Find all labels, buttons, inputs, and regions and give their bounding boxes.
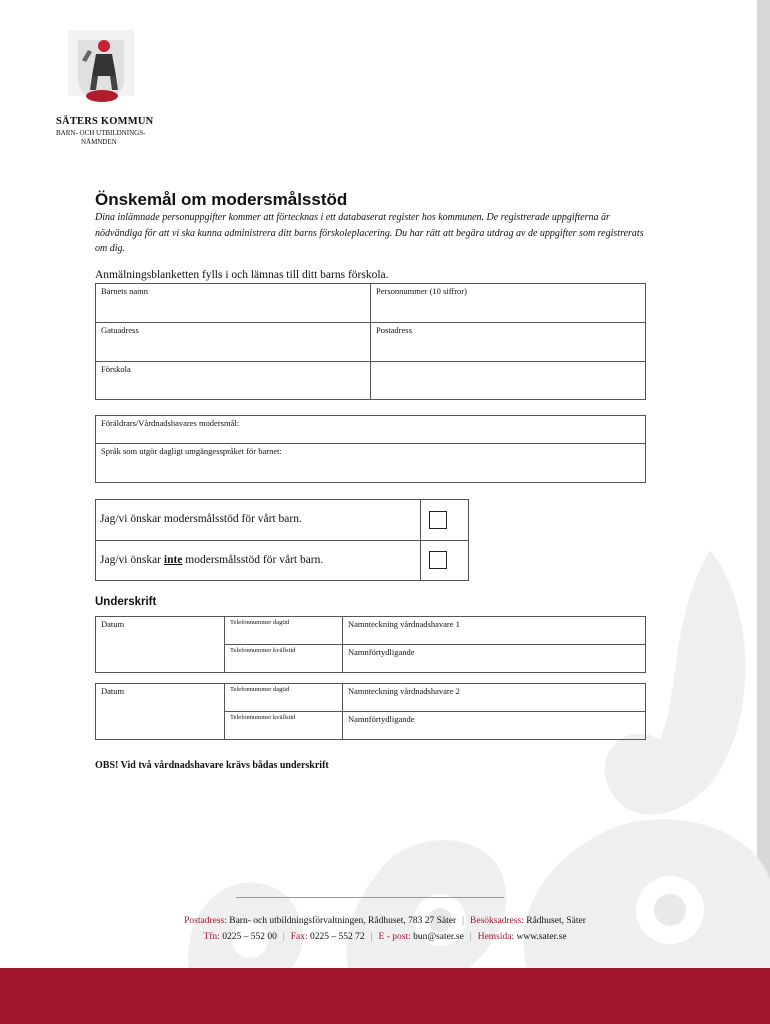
visit-address-value: Rådhuset, Säter [523, 916, 586, 926]
phone-evening-field-1[interactable] [225, 645, 342, 672]
parent-language-label: Föräldrars/Vårdnadshavares modersmål: [101, 418, 240, 428]
phone-value: 0225 – 552 00 [219, 932, 277, 942]
signature-label-1: Namnteckning vårdnadshavare 1 [348, 619, 460, 629]
organization-subtitle-line1: BARN- OCH UTBILDNINGS- [56, 129, 146, 137]
municipal-coat-of-arms-icon [66, 30, 136, 110]
name-clarification-field-2[interactable] [343, 712, 645, 739]
organization-block [56, 116, 153, 146]
child-name-label: Barnets namn [101, 286, 148, 296]
preschool-label: Förskola [101, 364, 131, 374]
postal-address-label: Postadress [376, 325, 412, 335]
name-clarification-label-2: Namnförtydligande [348, 714, 415, 724]
preschool-extra-field[interactable] [371, 362, 645, 399]
footer-separator: | [462, 916, 465, 926]
fax-value: 0225 – 552 72 [307, 932, 365, 942]
postal-address-field[interactable] [371, 323, 645, 361]
date-field-1[interactable] [96, 617, 224, 672]
personal-number-label: Personnummer (10 siffror) [376, 286, 467, 296]
instruction-text: Anmälningsblanketten fylls i och lämnas till ditt barns förskola. [95, 269, 389, 281]
website-value: www.sater.se [514, 932, 567, 942]
checkbox-yes[interactable] [429, 511, 447, 529]
date-label-2: Datum [101, 686, 125, 696]
footer-contact-line [0, 932, 770, 942]
obs-note: OBS! Vid två vårdnadshavare krävs bådas underskrift [95, 760, 329, 771]
footer-address-line [0, 916, 770, 926]
phone-evening-label-1: Telefonnummer kvällstid [230, 647, 296, 654]
daily-language-field[interactable] [96, 444, 645, 482]
visit-address-label: Besöksadress: [470, 916, 524, 926]
preschool-field[interactable] [96, 362, 370, 399]
email-value: bun@sater.se [410, 932, 464, 942]
footer-separator: | [370, 932, 373, 942]
fax-label: Fax: [290, 932, 308, 942]
phone-day-label-1: Telefonnummer dagtid [230, 619, 290, 626]
footer-brand-band [0, 968, 770, 1024]
choice-yes-label: Jag/vi önskar modersmålsstöd för vårt barn. [100, 513, 302, 525]
choice-form-row-line [95, 540, 469, 541]
website-label: Hemsida: [477, 932, 515, 942]
street-address-field[interactable] [96, 323, 370, 361]
signature-label-2: Namnteckning vårdnadshavare 2 [348, 686, 460, 696]
phone-evening-label-2: Telefonnummer kvällstid [230, 714, 296, 721]
phone-day-field-2[interactable] [225, 684, 342, 711]
choice-no-label [100, 554, 323, 566]
date-label-1: Datum [101, 619, 125, 629]
name-clarification-label-1: Namnförtydligande [348, 647, 415, 657]
post-address-value: Barn- och utbildningsförvaltningen, Rådhuset, 783 27 Säter [226, 916, 457, 926]
name-clarification-field-1[interactable] [343, 645, 645, 672]
organization-subtitle [56, 129, 153, 146]
checkbox-no[interactable] [429, 551, 447, 569]
email-label: E - post: [378, 932, 411, 942]
page-title: Önskemål om modersmålsstöd [95, 190, 348, 209]
signature-heading: Underskrift [95, 596, 157, 608]
signature-field-2[interactable] [343, 684, 645, 711]
date-field-2[interactable] [96, 684, 224, 739]
phone-label: Tfn: [203, 932, 220, 942]
privacy-notice: Dina inlämnade personuppgifter kommer att förtecknas i ett databaserat register hos kommunen. De registrerade uppgifterna är nödvändiga för att vi ska kunna administrera ditt barns förskoleplacering. Du har rätt att begära utdrag av de uppgifter som registrerats om dig. [95, 212, 644, 254]
choice-no-prefix: Jag/vi önskar [100, 554, 164, 566]
footer-separator: | [469, 932, 472, 942]
organization-subtitle-line2: NÄMNDEN [81, 137, 117, 146]
organization-name: SÄTERS KOMMUN [56, 116, 154, 127]
personal-number-field[interactable] [371, 284, 645, 322]
daily-language-label: Språk som utgör dagligt umgängesspråket för barnet: [101, 446, 282, 456]
child-name-field[interactable] [96, 284, 370, 322]
phone-day-label-2: Telefonnummer dagtid [230, 686, 290, 693]
choice-no-suffix: modersmålsstöd för vårt barn. [182, 554, 324, 566]
footer-divider [236, 897, 504, 898]
parent-language-field[interactable] [96, 416, 645, 443]
street-address-label: Gatuadress [101, 325, 139, 335]
signature-field-1[interactable] [343, 617, 645, 644]
post-address-label: Postadress: [184, 916, 227, 926]
phone-day-field-1[interactable] [225, 617, 342, 644]
choice-no-emphasis: inte [163, 554, 183, 566]
footer-separator: | [282, 932, 285, 942]
phone-evening-field-2[interactable] [225, 712, 342, 739]
